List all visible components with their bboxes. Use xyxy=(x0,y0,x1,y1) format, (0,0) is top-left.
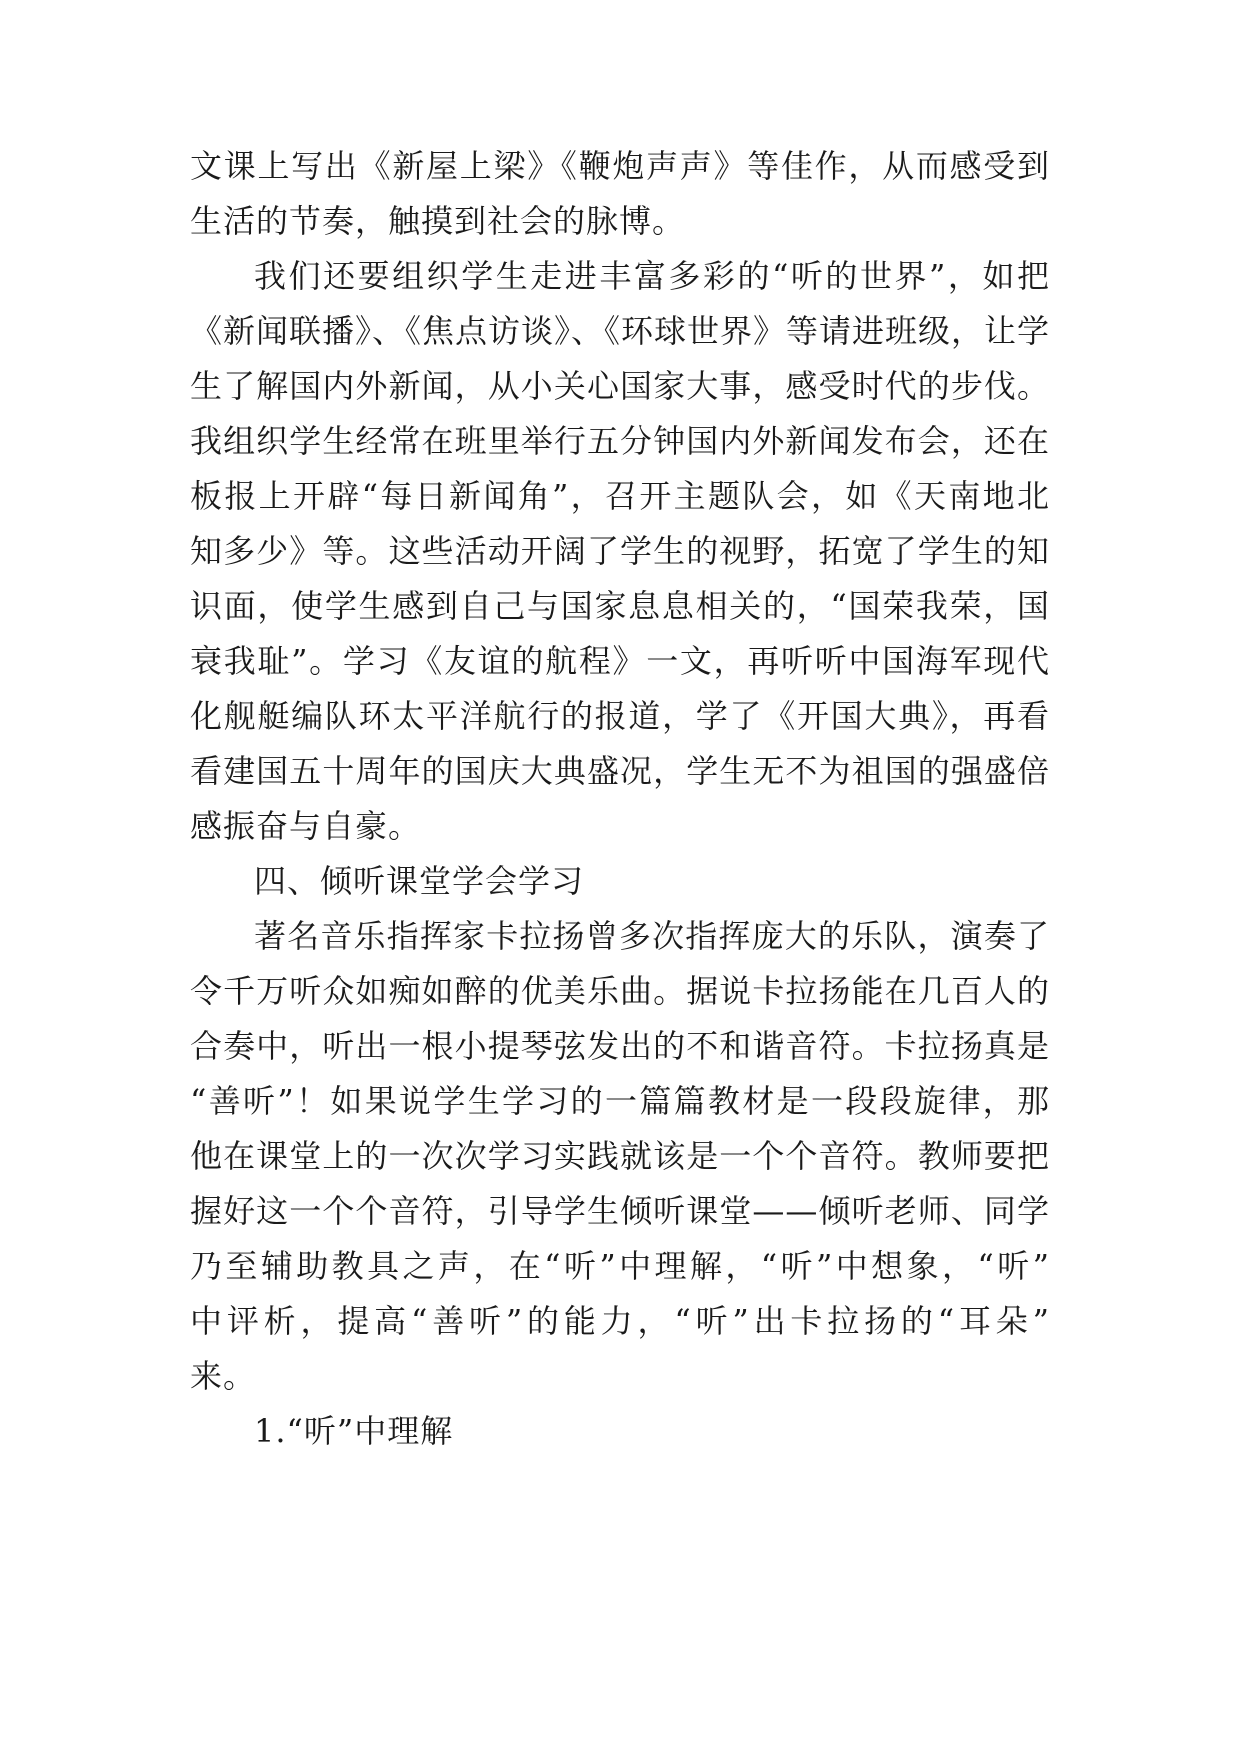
text-line: “善听”！如果说学生学习的一篇篇教材是一段段旋律，那 xyxy=(190,1082,1050,1120)
text-line: 乃至辅助教具之声，在“听”中理解，“听”中想象，“听” xyxy=(190,1247,1050,1285)
paragraph-start-line: 我们还要组织学生走进丰富多彩的“听的世界”，如把 xyxy=(254,257,1050,295)
text-line: 合奏中，听出一根小提琴弦发出的不和谐音符。卡拉扬真是 xyxy=(190,1027,1050,1065)
text-line: 《新闻联播》、《焦点访谈》、《环球世界》等请进班级，让学 xyxy=(190,312,1051,350)
text-line: 生了解国内外新闻，从小关心国家大事，感受时代的步伐。 xyxy=(190,367,1050,405)
text-line: 令千万听众如痴如醉的优美乐曲。据说卡拉扬能在几百人的 xyxy=(190,972,1050,1010)
text-line: 生活的节奏，触摸到社会的脉博。 xyxy=(190,202,686,240)
text-line: 知多少》等。这些活动开阔了学生的视野，拓宽了学生的知 xyxy=(190,532,1050,570)
text-line: 板报上开辟“每日新闻角”，召开主题队会，如《天南地北 xyxy=(190,477,1050,515)
text-line: 他在课堂上的一次次学习实践就该是一个个音符。教师要把 xyxy=(190,1137,1050,1175)
text-line: 握好这一个个音符，引导学生倾听课堂——倾听老师、同学 xyxy=(190,1192,1050,1230)
text-line: 感振奋与自豪。 xyxy=(190,807,422,845)
text-line: 化舰艇编队环太平洋航行的报道，学了《开国大典》，再看 xyxy=(190,697,1050,735)
subsection-heading: 1.“听”中理解 xyxy=(254,1412,454,1450)
text-line: 看建国五十周年的国庆大典盛况，学生无不为祖国的强盛倍 xyxy=(190,752,1050,790)
text-line: 中评析，提高“善听”的能力，“听”出卡拉扬的“耳朵” xyxy=(190,1302,1050,1340)
text-line: 来。 xyxy=(190,1357,257,1395)
paragraph-start-line: 著名音乐指挥家卡拉扬曾多次指挥庞大的乐队，演奏了 xyxy=(254,917,1050,955)
text-line: 衰我耻”。学习《友谊的航程》一文，再听听中国海军现代 xyxy=(190,642,1050,680)
text-line: 文课上写出《新屋上梁》《鞭炮声声》等佳作，从而感受到 xyxy=(190,147,1050,185)
text-line: 识面，使学生感到自己与国家息息相关的，“国荣我荣，国 xyxy=(190,587,1050,625)
text-line: 我组织学生经常在班里举行五分钟国内外新闻发布会，还在 xyxy=(190,422,1050,460)
section-heading: 四、倾听课堂学会学习 xyxy=(254,862,585,900)
